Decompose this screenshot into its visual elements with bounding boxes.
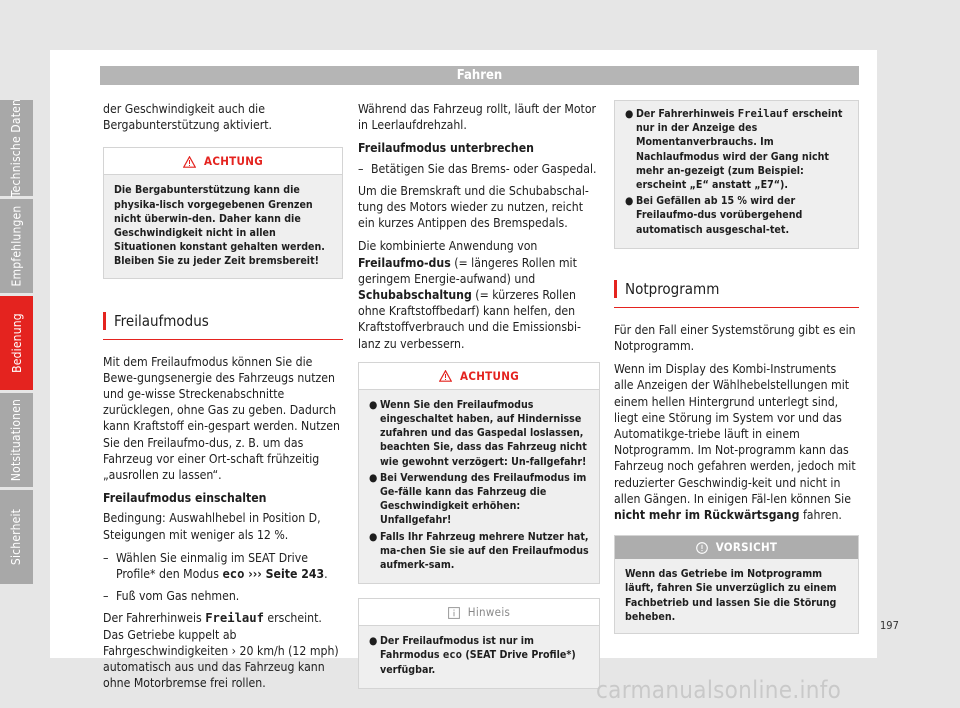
step-2-text: Fuß vom Gas nehmen. — [116, 589, 240, 604]
info-box — [614, 100, 859, 249]
section-title-text: Freilaufmodus — [114, 311, 209, 330]
section-title-notprogramm — [614, 279, 859, 308]
warning-box-1 — [103, 147, 343, 278]
note-box-header — [359, 599, 599, 626]
section-title-freilaufmodus — [103, 311, 343, 340]
tab-technische-daten[interactable] — [0, 100, 33, 196]
column-2 — [358, 101, 600, 689]
warning-triangle-icon — [439, 370, 452, 382]
step-press-pedal — [358, 161, 600, 177]
caution-box-title: VORSICHT — [715, 540, 778, 555]
step-select-mode — [103, 550, 343, 582]
combined-use-text — [358, 238, 600, 351]
dash-marker: – — [103, 550, 109, 565]
combined-freilauf: Freilaufmo-dus — [358, 255, 451, 270]
eco-mode-label: eco — [222, 567, 245, 582]
bullet-marker: ● — [369, 471, 378, 484]
tab-label: Technische Daten — [9, 98, 24, 198]
bullet-marker: ● — [369, 635, 378, 648]
column-1 — [103, 101, 343, 698]
note-box-title: Hinweis — [467, 605, 511, 620]
notprogramm-a: Wenn im Display des Kombi-Instruments alle Anzeigen der Wählhebelstellungen mit einem hellen Hintergrund unterlegt sind, liegt eine Störung im System vor und das Automatikge-triebe läuft in einem Notprogramm. Im Not-programm kann das Fahrzeug noch gefahren werden, jedoch mit reduzierter Geschwindig-keit und nicht in allen Gängen. In einigen Fäl-len können Sie — [614, 362, 856, 506]
step-1-text: Wählen Sie einmalig im SEAT Drive Profile* den Modus — [116, 550, 308, 582]
page-number: 197 — [880, 619, 899, 632]
tab-empfehlungen[interactable] — [0, 199, 33, 293]
note-text-a: Der Freilaufmodus ist nur im Fahrmodus — [380, 635, 534, 662]
intro-text: der Geschwindigkeit auch die Bergabunterstützung aktiviert. — [103, 102, 272, 133]
hint-text-b: erscheint. Das Getriebe kuppelt ab Fahrgeschwindigkeiten › 20 km/h (12 mph) automatisch aus und das Fahrzeug kann ohne Motorbremse frei rollen. — [103, 611, 339, 691]
page-reference-link[interactable]: ››› Seite 243 — [244, 567, 325, 582]
info-item — [625, 194, 848, 237]
step-release-gas — [103, 588, 343, 604]
bullet-marker: ● — [369, 398, 378, 411]
tab-label: Empfehlungen — [9, 205, 24, 287]
warning-item-text: Falls Ihr Fahrzeug mehrere Nutzer hat, ma-chen Sie sie auf den Freilaufmodus aufmerk-sam. — [380, 530, 589, 572]
combined-schub: Schubabschaltung — [358, 288, 472, 303]
note-box-body — [359, 626, 599, 688]
step-text — [116, 550, 343, 582]
section-title-text: Notprogramm — [625, 279, 720, 298]
warning-item — [369, 530, 589, 573]
step-1-end: . — [324, 567, 328, 582]
watermark: carmanualsonline.info — [596, 676, 842, 704]
driver-hint-text — [103, 610, 343, 691]
section-marker — [614, 280, 617, 298]
warning-box-1-header — [104, 148, 342, 175]
warning-box-2-body — [359, 390, 599, 583]
bullet-marker: ● — [625, 108, 634, 120]
warning-box-2-header — [359, 363, 599, 390]
notprogramm-c: fahren. — [799, 508, 842, 523]
info-1-b: erscheint nur in der Anzeige des Momentanverbrauchs. Im Nachlaufmodus wird der Gang nicht mehr an-gezeigt (zum Beispiel: erscheint „E“ anstatt „E7“). — [636, 108, 843, 192]
caution-box — [614, 535, 859, 634]
tab-label: Bedienung — [9, 313, 24, 373]
subheading-einschalten: Freilaufmodus einschalten — [103, 491, 267, 506]
caution-circle-icon — [696, 542, 708, 554]
bullet-marker: ● — [625, 195, 634, 208]
warning-item — [369, 398, 589, 469]
dash-marker: – — [358, 161, 364, 176]
hint-text-a: Der Fahrerhinweis — [103, 611, 206, 626]
combined-a: Die kombinierte Anwendung von — [358, 239, 538, 254]
subheading-unterbrechen: Freilaufmodus unterbrechen — [358, 141, 534, 156]
combined-c: (= längeres Rollen mit geringem Energie-aufwand) und — [358, 255, 577, 286]
rolling-text: Während das Fahrzeug rollt, läuft der Motor in Leerlaufdrehzahl. — [358, 102, 597, 133]
info-item-text: Bei Gefällen ab 15 % wird der Freilaufmo-dus vorübergehend automatisch ausgeschal-tet. — [636, 195, 803, 236]
warning-box-1-title: ACHTUNG — [204, 154, 263, 169]
tab-sicherheit[interactable] — [0, 490, 33, 584]
notprogramm-description — [614, 361, 859, 523]
combined-e: (= kürzeres Rollen ohne Kraftstoffbedarf) kann helfen, den Kraftstoffverbrauch und die Emissionsbi-lanz zu verbessern. — [358, 288, 582, 351]
dash-marker: – — [103, 589, 109, 604]
warning-box-2 — [358, 362, 600, 584]
warning-item-text: Wenn Sie den Freilaufmodus eingeschaltet haben, auf Hindernisse zufahren und das Gaspedal loslassen, beachten Sie, dass das Fahrzeug nicht wie gewohnt verzögert: Un-fallgefahr! — [380, 398, 587, 468]
warning-box-2-title: ACHTUNG — [460, 368, 519, 383]
tab-label: Sicherheit — [9, 508, 24, 566]
step-pedal-text: Betätigen Sie das Brems- oder Gaspedal. — [371, 161, 597, 176]
info-item — [625, 107, 848, 192]
note-item-text — [380, 634, 589, 677]
page-header: Fahren — [100, 66, 859, 85]
note-box — [358, 598, 600, 689]
section-marker — [103, 312, 106, 330]
tab-label: Notsituationen — [9, 398, 24, 482]
tab-notsituationen[interactable] — [0, 393, 33, 487]
warning-item-text: Bei Verwendung des Freilaufmodus im Ge-fälle kann das Fahrzeug die Geschwindigkeit erhöhen: Unfallgefahr! — [380, 471, 587, 527]
info-item-text — [636, 107, 848, 192]
bullet-marker: ● — [369, 530, 378, 543]
column-3 — [614, 101, 859, 634]
notprogramm-bold: nicht mehr im Rückwärtsgang — [614, 508, 800, 523]
freilauf-description: Mit dem Freilaufmodus können Sie die Bewe-gungsenergie des Fahrzeugs nutzen und ge-wisse Streckenabschnitte zurücklegen, ohne Gas zu geben. Dadurch kann Kraftstoff ein-gespart werden. Nutzen Sie den Freilaufmo-dus, z. B. um das Fahrzeug vor einer Ort-schaft frühzeitig „ausrollen zu lassen“. — [103, 354, 340, 483]
caution-box-header — [615, 536, 858, 559]
note-icon — [448, 607, 460, 619]
caution-box-text: Wenn das Getriebe im Notprogramm läuft, fahren Sie unverzüglich zu einem Fachbetrieb und lassen Sie die Störung beheben. — [625, 568, 837, 623]
condition-text: Bedingung: Auswahlhebel in Position D, Steigungen mit weniger als 12 %. — [103, 511, 321, 542]
freilauf-display-code: Freilauf — [205, 611, 264, 626]
warning-item — [369, 471, 589, 528]
warning-triangle-icon — [183, 156, 196, 168]
info-box-body — [615, 101, 858, 248]
tab-bedienung[interactable] — [0, 296, 33, 390]
warning-box-1-text: Die Bergabunterstützung kann die physika-lisch vorgegebenen Grenzen nicht überwin-den. Daher kann die Geschwindigkeit nicht in allen Situationen konstant gehalten werden. Bleiben Sie zu jeder Zeit bremsbereit! — [114, 184, 325, 268]
freilauf-display-code: Freilauf — [737, 108, 789, 120]
brake-text: Um die Bremskraft und die Schubabschal-tung des Motors wieder zu nutzen, reicht ein kurzes Antippen des Bremspedals. — [358, 183, 589, 231]
notprogramm-intro: Für den Fall einer Systemstörung gibt es ein Notprogramm. — [614, 322, 856, 354]
info-1-a: Der Fahrerhinweis — [636, 108, 738, 120]
note-item — [369, 634, 589, 677]
eco-mode-label: eco — [442, 649, 463, 662]
note-text-b: (SEAT Drive Profile*) verfügbar. — [380, 649, 576, 676]
